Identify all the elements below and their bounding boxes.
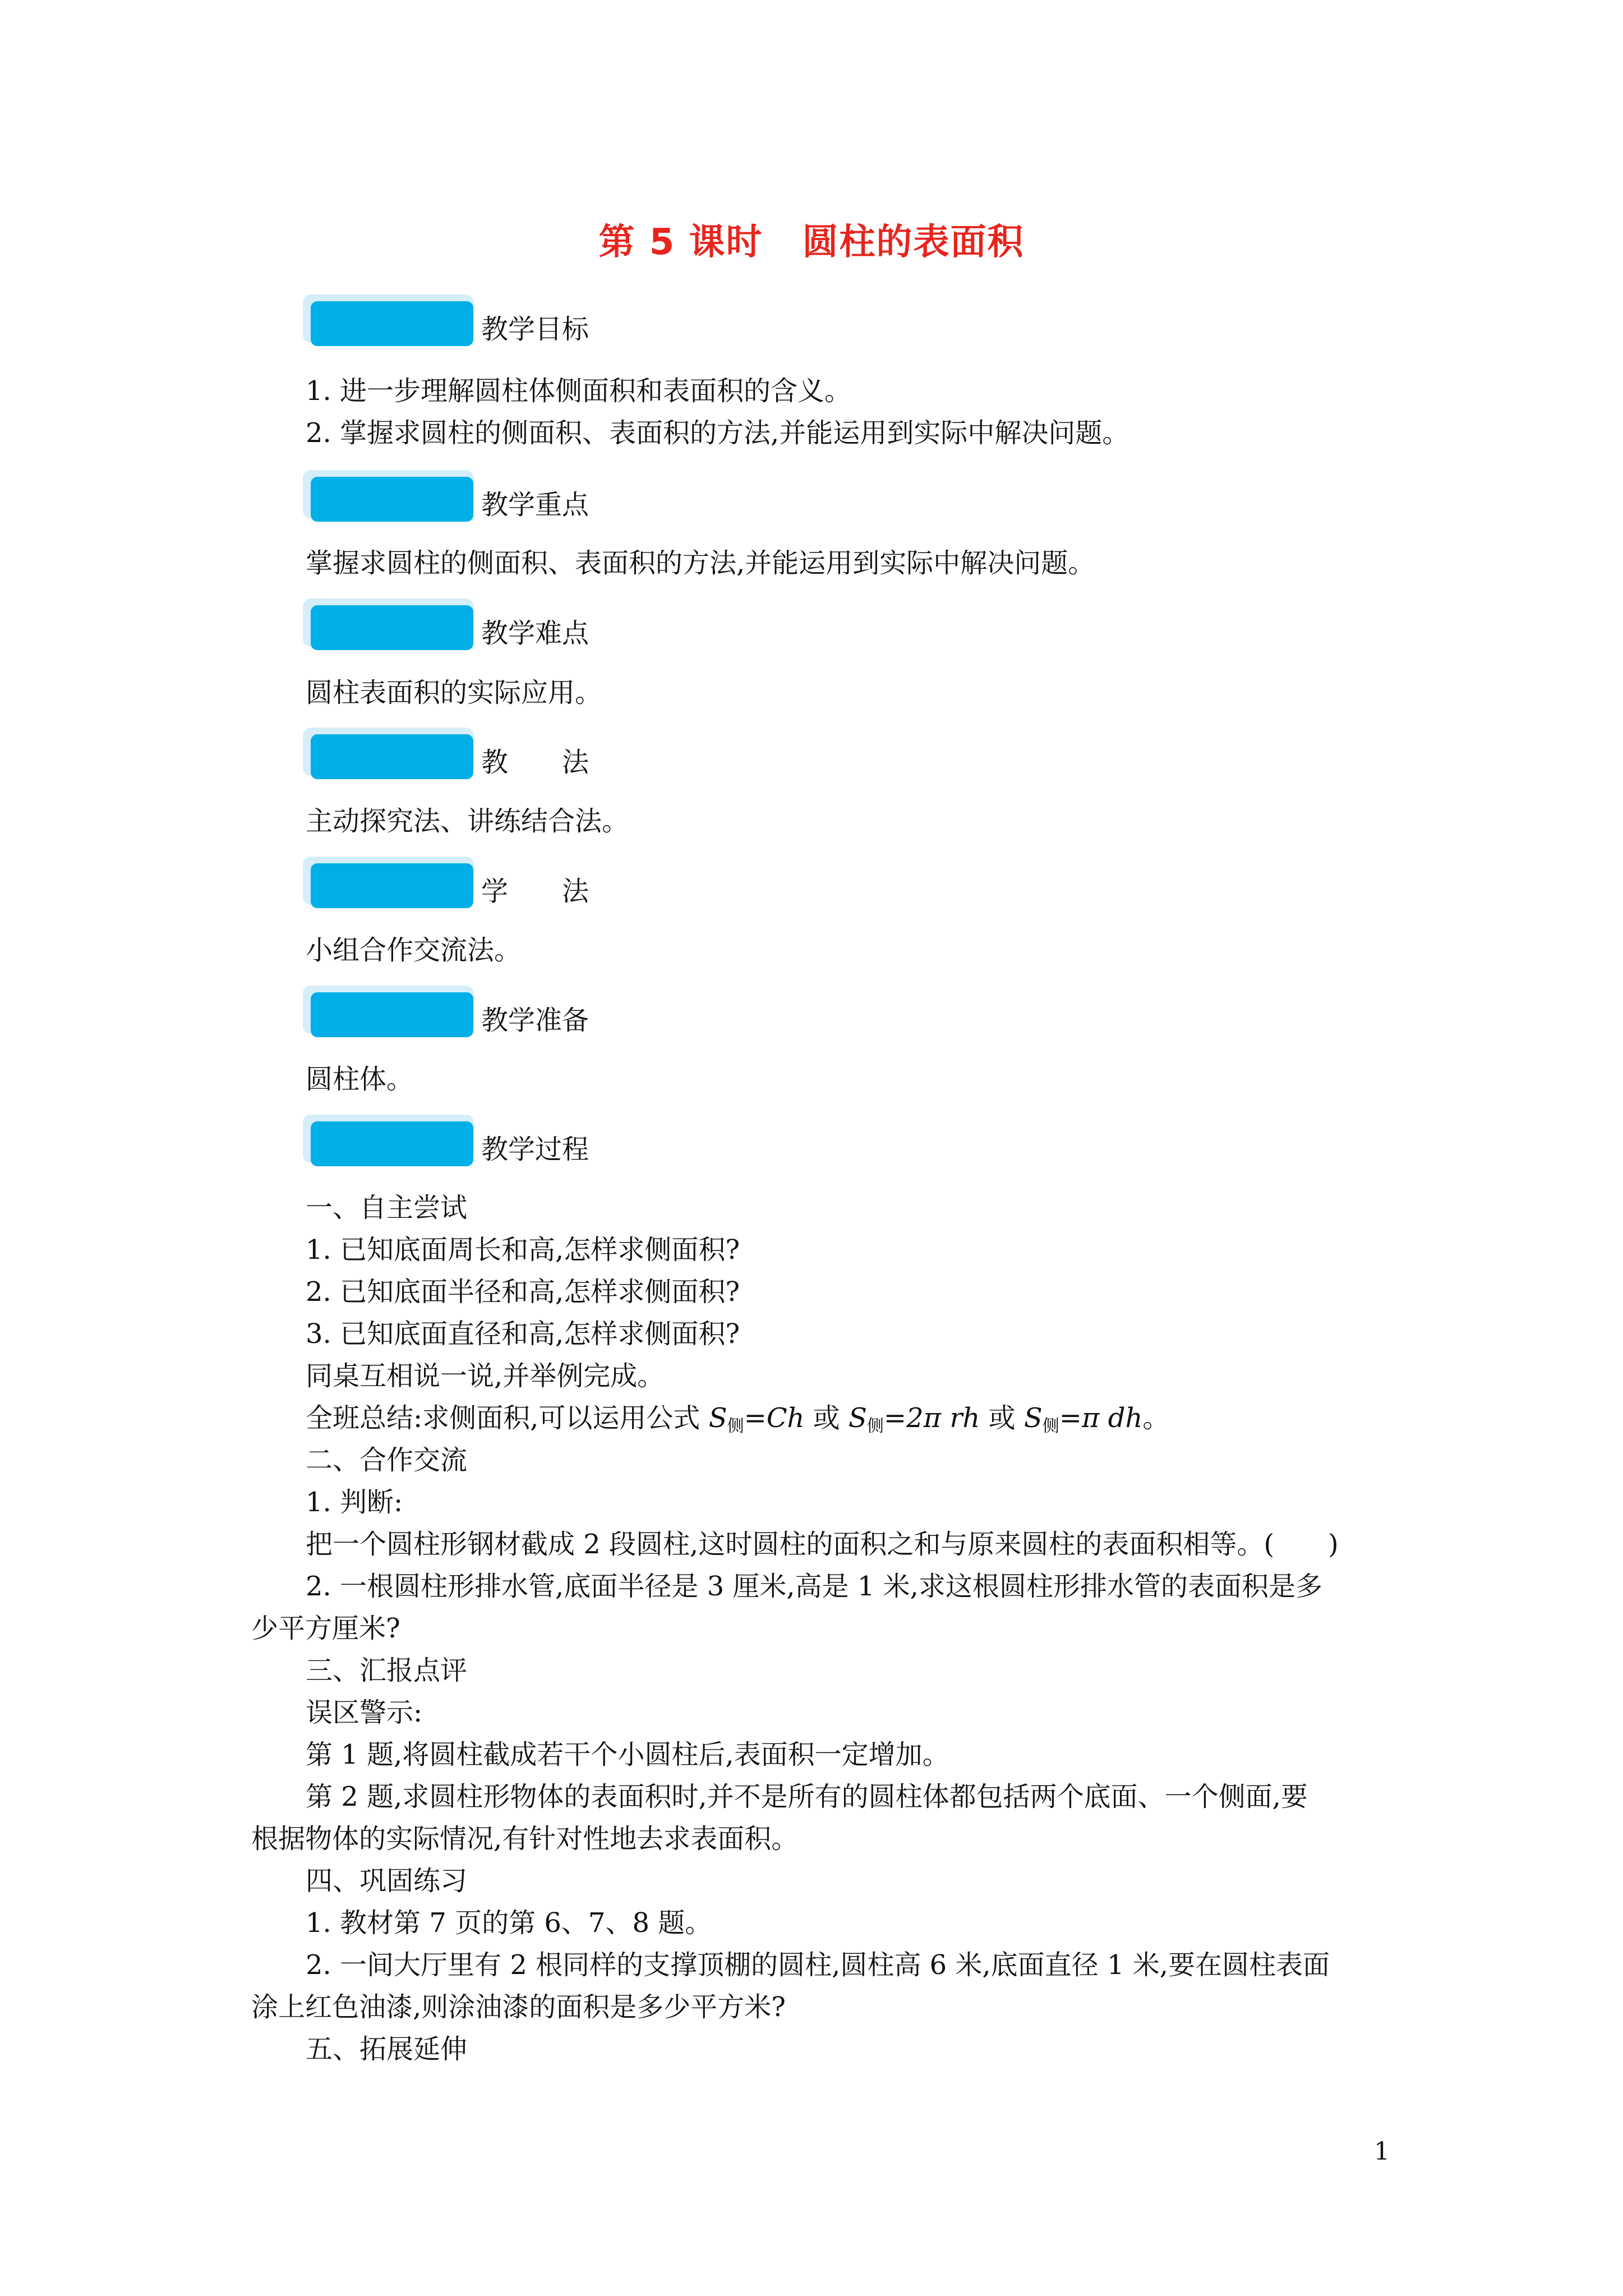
formula-sub: 侧 — [1042, 1416, 1059, 1436]
part2-title: 二、合作交流 — [306, 1444, 468, 1476]
goal-1: 1. 进一步理解圆柱体侧面积和表面积的含义。 — [306, 375, 852, 407]
section-badge — [311, 734, 473, 779]
section-label: 学 法 — [481, 876, 589, 907]
warning-title: 误区警示: — [306, 1697, 423, 1728]
section-header-key-points — [303, 470, 808, 526]
problem-2-line-2: 少平方厘米? — [251, 1613, 400, 1644]
teaching-method-text: 主动探究法、讲练结合法。 — [306, 806, 629, 837]
section-badge — [311, 477, 473, 522]
section-badge — [311, 863, 473, 908]
question-1: 1. 已知底面周长和高,怎样求侧面积? — [306, 1234, 740, 1266]
section-header-difficulties — [303, 599, 808, 655]
formula-sub: 侧 — [866, 1416, 884, 1436]
formula-sub: 侧 — [727, 1416, 744, 1436]
warning-2-line-1: 第 2 题,求圆柱形物体的表面积时,并不是所有的圆柱体都包括两个底面、一个侧面,要 — [306, 1781, 1308, 1812]
section-header-goals — [303, 295, 808, 351]
or-2: 或 — [988, 1402, 1016, 1434]
part3-title: 三、汇报点评 — [306, 1655, 468, 1686]
section-label: 教学过程 — [481, 1134, 589, 1165]
part5-title: 五、拓展延伸 — [306, 2033, 468, 2065]
judge-text: 把一个圆柱形钢材截成 2 段圆柱,这时圆柱的面积之和与原来圆柱的表面积相等。( ) — [306, 1529, 1339, 1560]
exercise-2-line-1: 2. 一间大厅里有 2 根同样的支撑顶棚的圆柱,圆柱高 6 米,底面直径 1 米,要在圆柱表面 — [306, 1949, 1330, 1981]
formula-s: S — [1023, 1402, 1043, 1434]
question-3: 3. 已知底面直径和高,怎样求侧面积? — [306, 1318, 740, 1350]
exercise-2-line-2: 涂上红色油漆,则涂油漆的面积是多少平方米? — [251, 1991, 786, 2023]
section-label: 教学目标 — [481, 314, 589, 345]
formula-1: =Ch — [744, 1402, 805, 1434]
lesson-topic: 圆柱的表面积 — [802, 222, 1025, 263]
exercise-1: 1. 教材第 7 页的第 6、7、8 题。 — [306, 1907, 712, 1939]
question-2: 2. 已知底面半径和高,怎样求侧面积? — [306, 1276, 740, 1308]
judge-title: 1. 判断: — [306, 1487, 403, 1518]
part4-title: 四、巩固练习 — [306, 1865, 468, 1897]
section-header-preparation — [303, 986, 808, 1042]
section-badge — [311, 992, 473, 1037]
formula-3: =π dh — [1059, 1402, 1143, 1434]
section-label: 教学难点 — [481, 618, 589, 649]
page-title — [0, 213, 1623, 265]
discuss-text: 同桌互相说一说,并举例完成。 — [306, 1360, 665, 1392]
section-header-learning-method — [303, 857, 808, 913]
section-badge — [311, 301, 473, 346]
summary-prefix: 全班总结:求侧面积,可以运用公式 — [306, 1402, 700, 1434]
learning-method-text: 小组合作交流法。 — [306, 935, 522, 966]
formula-s: S — [849, 1402, 867, 1434]
warning-2-line-2: 根据物体的实际情况,有针对性地去求表面积。 — [251, 1823, 799, 1855]
problem-2-line-1: 2. 一根圆柱形排水管,底面半径是 3 厘米,高是 1 米,求这根圆柱形排水管的表面积是多 — [306, 1571, 1322, 1602]
section-header-teaching-method — [303, 728, 808, 784]
key-points-text: 掌握求圆柱的侧面积、表面积的方法,并能运用到实际中解决问题。 — [306, 547, 1095, 579]
warning-1: 第 1 题,将圆柱截成若干个小圆柱后,表面积一定增加。 — [306, 1739, 949, 1770]
page-number: 1 — [1374, 2137, 1390, 2166]
section-badge — [311, 605, 473, 650]
section-badge — [311, 1121, 473, 1166]
difficulties-text: 圆柱表面积的实际应用。 — [306, 677, 602, 708]
goal-2: 2. 掌握求圆柱的侧面积、表面积的方法,并能运用到实际中解决问题。 — [306, 417, 1129, 449]
preparation-text: 圆柱体。 — [306, 1064, 414, 1095]
lesson-number: 第 5 课时 — [598, 222, 763, 263]
summary-end: 。 — [1142, 1402, 1170, 1434]
part1-title: 一、自主尝试 — [306, 1192, 468, 1223]
formula-s: S — [708, 1402, 727, 1434]
or-1: 或 — [813, 1402, 840, 1434]
summary-formula — [306, 1400, 1169, 1444]
section-header-process — [303, 1115, 808, 1171]
section-label: 教学准备 — [481, 1005, 589, 1036]
formula-2: =2π rh — [883, 1402, 980, 1434]
section-label: 教 法 — [481, 747, 589, 778]
section-label: 教学重点 — [481, 489, 589, 521]
